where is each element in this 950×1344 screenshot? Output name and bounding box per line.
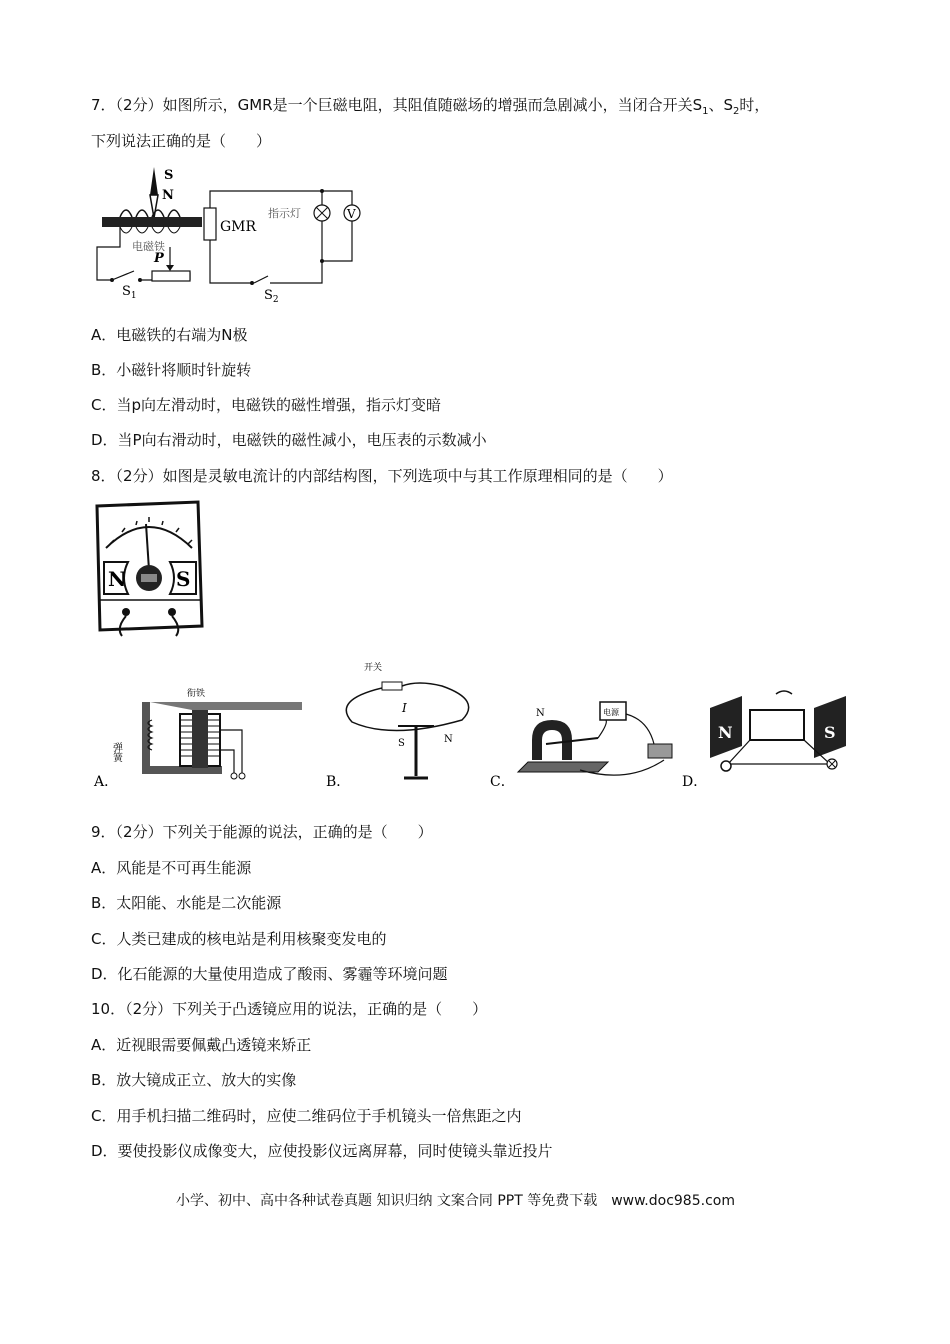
q9-option-d: D．化石能源的大量使用造成了酸雨、雾霾等环境问题 [91, 965, 448, 983]
compass-n-label: N [162, 188, 174, 203]
choice-b-label: B． [326, 774, 351, 790]
electromagnet-label: 电磁铁 [132, 240, 165, 253]
choice-c-label: C． [490, 774, 515, 790]
q7-stem-line2: 下列说法正确的是（ ） [91, 132, 272, 150]
q8-choice-b-figure [322, 660, 482, 790]
q10-option-c: C．用手机扫描二维码时，应使二维码位于手机镜头一倍焦距之内 [91, 1107, 522, 1125]
slider-p-label: P [154, 251, 164, 266]
q10-option-b: B．放大镜成正立、放大的实像 [91, 1071, 297, 1089]
gmr-label: GMR [220, 219, 257, 235]
q7-option-a: A．电磁铁的右端为N极 [91, 326, 248, 344]
choice-d-label: D． [682, 774, 708, 790]
q7-option-c: C．当p向左滑动时，电磁铁的磁性增强，指示灯变暗 [91, 396, 441, 414]
q8-choice-a-figure [92, 680, 312, 790]
q10-stem: 10．（2分）下列关于凸透镜应用的说法，正确的是（ ） [91, 1000, 488, 1018]
magnet-d-n-label: N [718, 723, 733, 742]
armature-label: 衔铁 [187, 689, 206, 699]
q9-option-a: A．风能是不可再生能源 [91, 859, 252, 877]
spring-label: 弹簧 [110, 742, 122, 762]
current-i-label: I [402, 701, 407, 715]
galvanometer-figure [92, 500, 208, 638]
meter-s-label: S [176, 567, 191, 591]
page-footer: 小学、初中、高中各种试卷真题 知识归纳 文案合同 PPT 等免费下载 www.doc985.com [176, 1193, 735, 1209]
magnet-d-s-label: S [824, 723, 836, 742]
magnet-n-label: N [536, 708, 545, 719]
meter-n-label: N [108, 567, 127, 591]
q9-stem: 9．（2分）下列关于能源的说法，正确的是（ ） [91, 823, 433, 841]
q8-choice-c-figure [488, 680, 688, 790]
q8-choice-d-figure [680, 680, 860, 790]
q9-option-c: C．人类已建成的核电站是利用核聚变发电的 [91, 930, 387, 948]
switch1-label: $S_1$ [122, 284, 137, 301]
switch2-label: $S_2$ [264, 288, 279, 303]
q10-option-a: A．近视眼需要佩戴凸透镜来矫正 [91, 1036, 312, 1054]
q7-circuit-figure [92, 163, 362, 303]
choice-a-label: A． [94, 774, 119, 790]
voltmeter-label: V [347, 207, 356, 221]
q10-option-d: D．要使投影仪成像变大，应使投影仪远离屏幕，同时使镜头靠近投片 [91, 1142, 553, 1160]
power-source-label: 电源 [603, 708, 619, 717]
q8-stem: 8．（2分）如图是灵敏电流计的内部结构图，下列选项中与其工作原理相同的是（ ） [91, 467, 673, 485]
q7-option-d: D．当P向右滑动时，电磁铁的磁性减小，电压表的示数减小 [91, 431, 487, 449]
compass-s-label: S [164, 168, 174, 183]
switch-label: 开关 [364, 663, 383, 673]
lamp-label: 指示灯 [268, 207, 301, 220]
q7-option-b: B．小磁针将顺时针旋转 [91, 361, 252, 379]
q7-stem-line1: 7．（2分）如图所示，GMR是一个巨磁电阻，其阻值随磁场的增强而急剧减小，当闭合开关$S_1$、$S_2$时， [91, 96, 770, 117]
needle-s-label: S [398, 738, 405, 749]
q9-option-b: B．太阳能、水能是二次能源 [91, 894, 282, 912]
needle-n-label: N [444, 734, 453, 745]
